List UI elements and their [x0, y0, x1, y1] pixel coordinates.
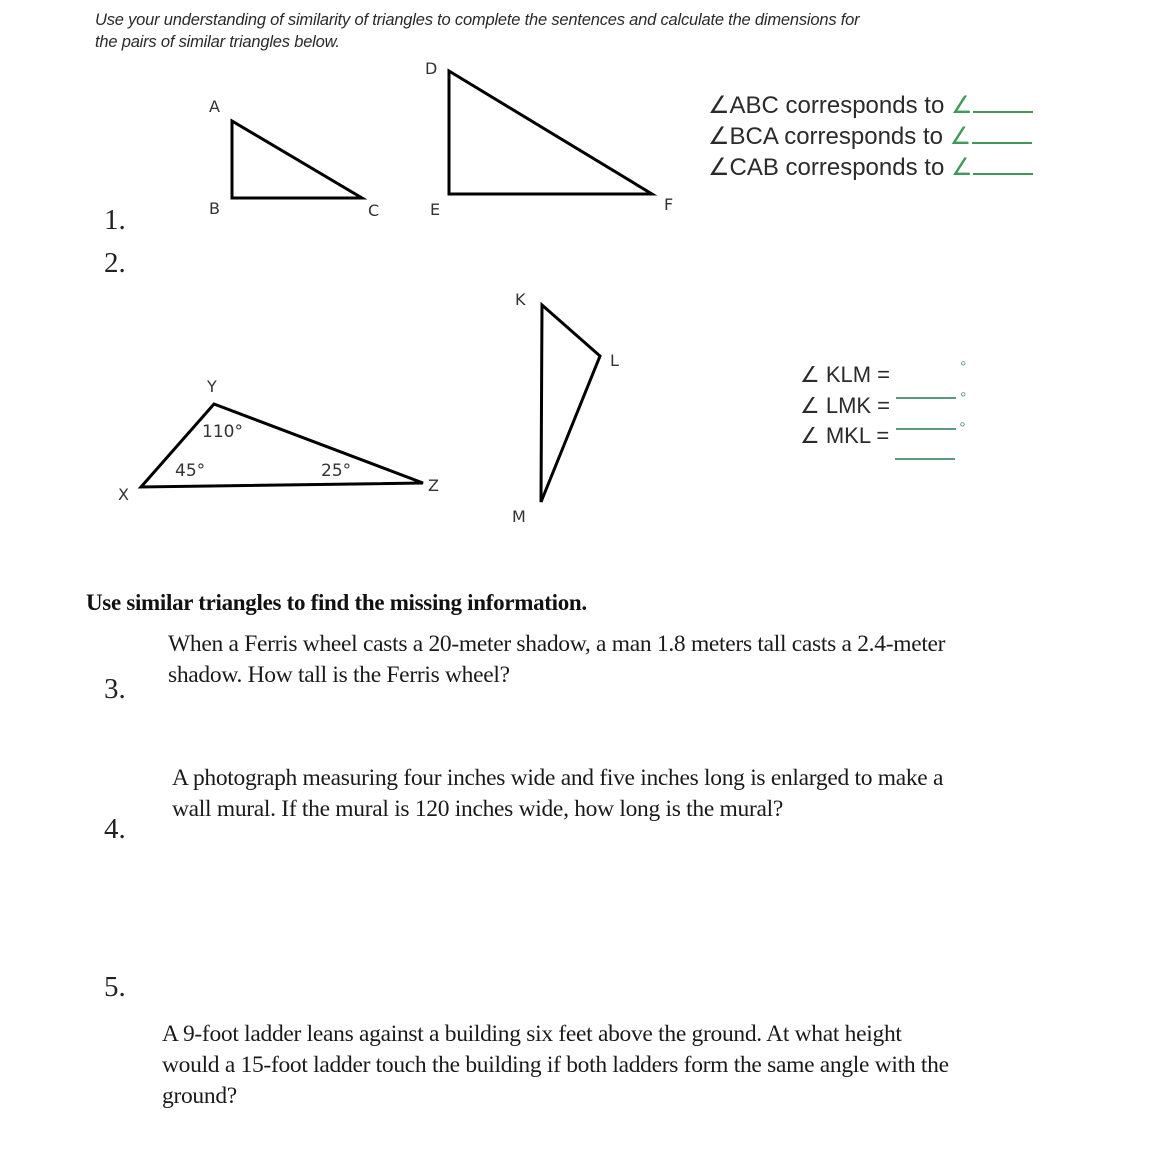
- triangle-abc: [209, 97, 379, 220]
- vertex-label-a: A: [209, 97, 220, 116]
- vertex-label-f: F: [664, 195, 674, 214]
- problem-3-line-1: When a Ferris wheel casts a 20-meter shadow, a man 1.8 meters tall casts a 2.4-meter: [168, 631, 946, 657]
- triangle-xyz: [118, 377, 439, 504]
- correspondence-bca-text: ∠BCA corresponds to: [708, 123, 950, 150]
- vertex-label-y: Y: [207, 377, 217, 396]
- answer-blank-cab[interactable]: [973, 153, 1033, 175]
- problem-4-text: [172, 763, 943, 825]
- problem-5-line-1: A 9-foot ladder leans against a building six feet above the ground. At what height: [162, 1021, 902, 1047]
- angle-question-klm-label: ∠ KLM =: [800, 362, 891, 387]
- angle-icon: ∠: [950, 154, 973, 181]
- angle-icon: ∠: [949, 123, 972, 150]
- problem-3-line-2: shadow. How tall is the Ferris wheel?: [168, 662, 510, 688]
- instructions-line-2: the pairs of similar triangles below.: [95, 33, 340, 51]
- instructions-line-1: Use your understanding of similarity of triangles to complete the sentences and calculate the dimensions for: [95, 11, 860, 29]
- problem-5-line-3: ground?: [162, 1083, 237, 1109]
- problem-4-line-2: wall mural. If the mural is 120 inches wide, how long is the mural?: [172, 796, 783, 822]
- triangle-figures: [0, 0, 1166, 560]
- vertex-label-e: E: [430, 200, 441, 219]
- degree-icon: °: [960, 359, 967, 376]
- answer-blank-bca[interactable]: [972, 122, 1032, 144]
- problem-3-text: [168, 629, 945, 691]
- problem-number-1: 1.: [104, 204, 126, 236]
- problem-number-2: 2.: [104, 247, 126, 279]
- vertex-label-b: B: [209, 199, 220, 218]
- correspondence-abc-text: ∠ABC corresponds to: [708, 92, 951, 119]
- correspondence-abc: [708, 90, 1033, 121]
- angle-question-lmk: [800, 391, 966, 424]
- vertex-label-m: M: [512, 507, 526, 526]
- problem-number-5: 5.: [104, 971, 126, 1003]
- correspondence-bca: [708, 121, 1032, 152]
- angle-icon: ∠: [950, 92, 973, 119]
- vertex-label-z: Z: [428, 476, 439, 495]
- problem-4-line-1: A photograph measuring four inches wide and five inches long is enlarged to make a: [172, 765, 944, 791]
- vertex-label-d: D: [425, 59, 438, 78]
- angle-question-mkl: [800, 421, 966, 454]
- vertex-label-c: C: [368, 201, 380, 220]
- angle-x-value: 45°: [175, 461, 206, 481]
- problem-number-4: 4.: [104, 813, 126, 845]
- answer-blank-mkl[interactable]: [895, 436, 955, 460]
- vertex-label-l: L: [610, 351, 619, 370]
- problem-number-3: 3.: [104, 673, 126, 705]
- angle-question-lmk-label: ∠ LMK =: [800, 393, 891, 418]
- correspondence-cab-text: ∠CAB corresponds to: [708, 154, 951, 181]
- correspondence-cab: [708, 152, 1033, 183]
- angle-z-value: 25°: [321, 461, 352, 481]
- answer-blank-abc[interactable]: [973, 91, 1033, 113]
- vertex-label-k: K: [515, 290, 526, 309]
- problem-5-line-2: would a 15-foot ladder touch the building if both ladders form the same angle with the: [162, 1052, 949, 1078]
- problem-5-text: [162, 1019, 949, 1112]
- degree-icon: °: [960, 390, 967, 407]
- vertex-label-x: X: [118, 485, 129, 504]
- triangle-def: [425, 59, 673, 219]
- angle-question-klm: [800, 360, 966, 393]
- section-heading: Use similar triangles to find the missing information.: [86, 590, 587, 615]
- degree-icon: °: [959, 420, 966, 437]
- angle-question-mkl-label: ∠ MKL =: [800, 423, 890, 448]
- triangle-klm: [512, 290, 619, 526]
- angle-y-value: 110°: [202, 422, 243, 442]
